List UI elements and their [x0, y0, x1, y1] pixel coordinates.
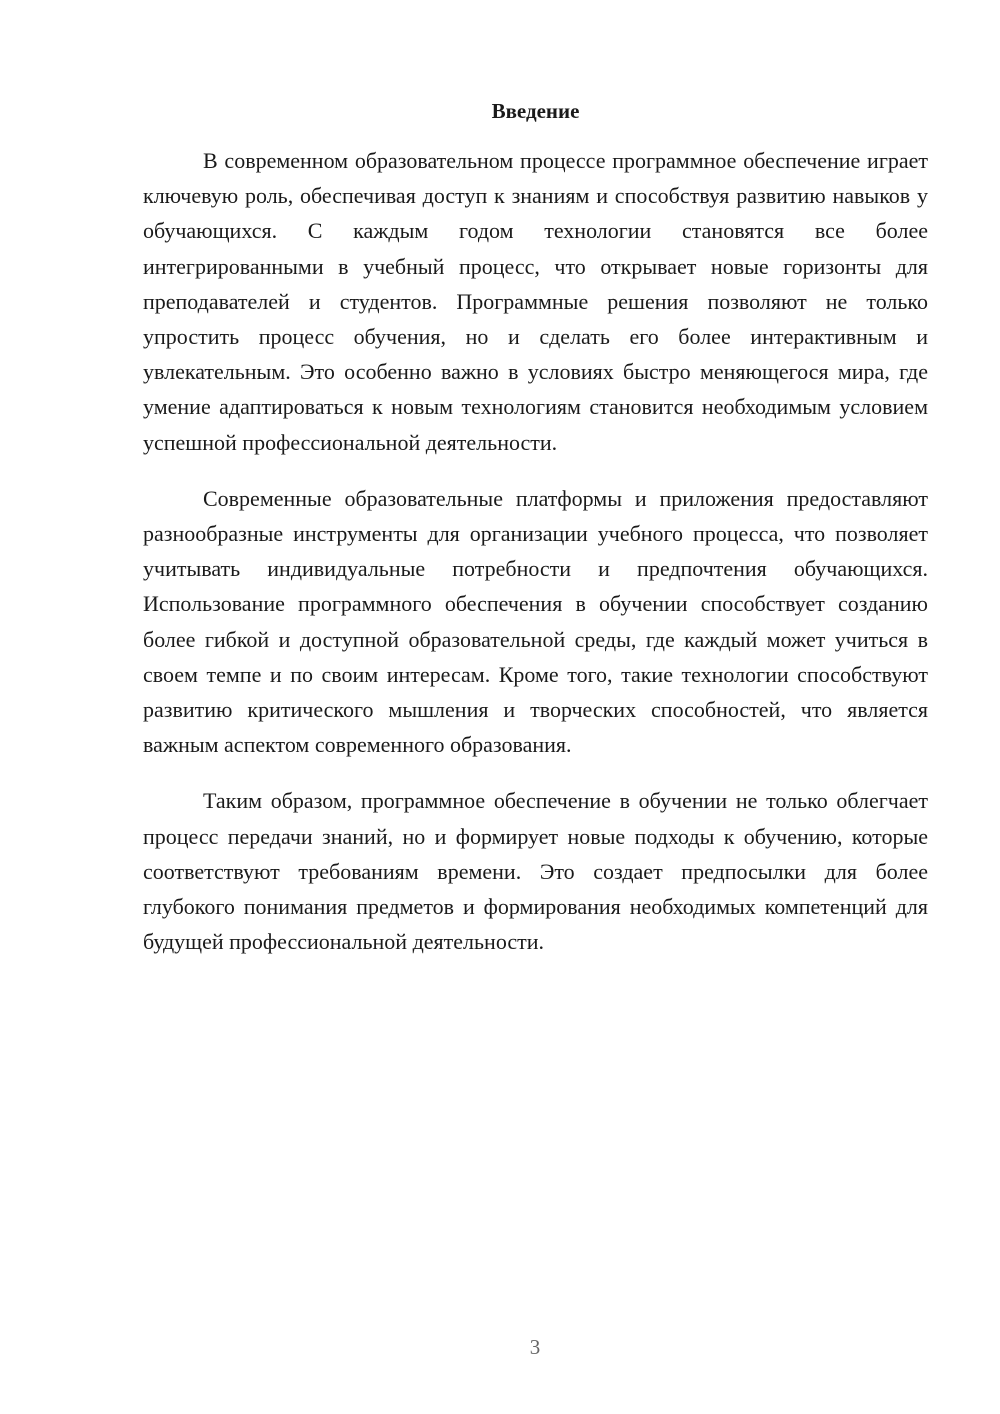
page-number: 3: [529, 1335, 541, 1359]
body-text: [143, 143, 928, 959]
paragraph-1: В современном образовательном процессе программное обеспечение играет ключевую роль, обеспечивая доступ к знаниям и способствуя развитию навыков у обучающихся. С каждым годом технологии становятся все более интегрированными в учебный процесс, что открывает новые горизонты для преподавателей и студентов. Программные решения позволяют не только упростить процесс обучения, но и сделать его более интерактивным и увлекательным. Это особенно важно в условиях быстро меняющегося мира, где умение адаптироваться к новым технологиям становится необходимым условием успешной профессиональной деятельности.: [143, 148, 928, 455]
section-title: Введение: [491, 99, 580, 123]
paragraph-3: Таким образом, программное обеспечение в обучении не только облегчает процесс передачи знаний, но и формирует новые подходы к обучению, которые соответствуют требованиям времени. Это создает предпосылки для более глубокого понимания предметов и формирования необходимых компетенций для будущей профессиональной деятельности.: [143, 788, 928, 955]
paragraph-2: Современные образовательные платформы и приложения предоставляют разнообразные инструменты для организации учебного процесса, что позволяет учитывать индивидуальные потребности и предпочтения обучающихся. Использование программного обеспечения в обучении способствует созданию более гибкой и доступной образовательной среды, где каждый может учиться в своем темпе и по своим интересам. Кроме того, такие технологии способствуют развитию критического мышления и творческих способностей, что является важным аспектом современного образования.: [143, 485, 928, 758]
